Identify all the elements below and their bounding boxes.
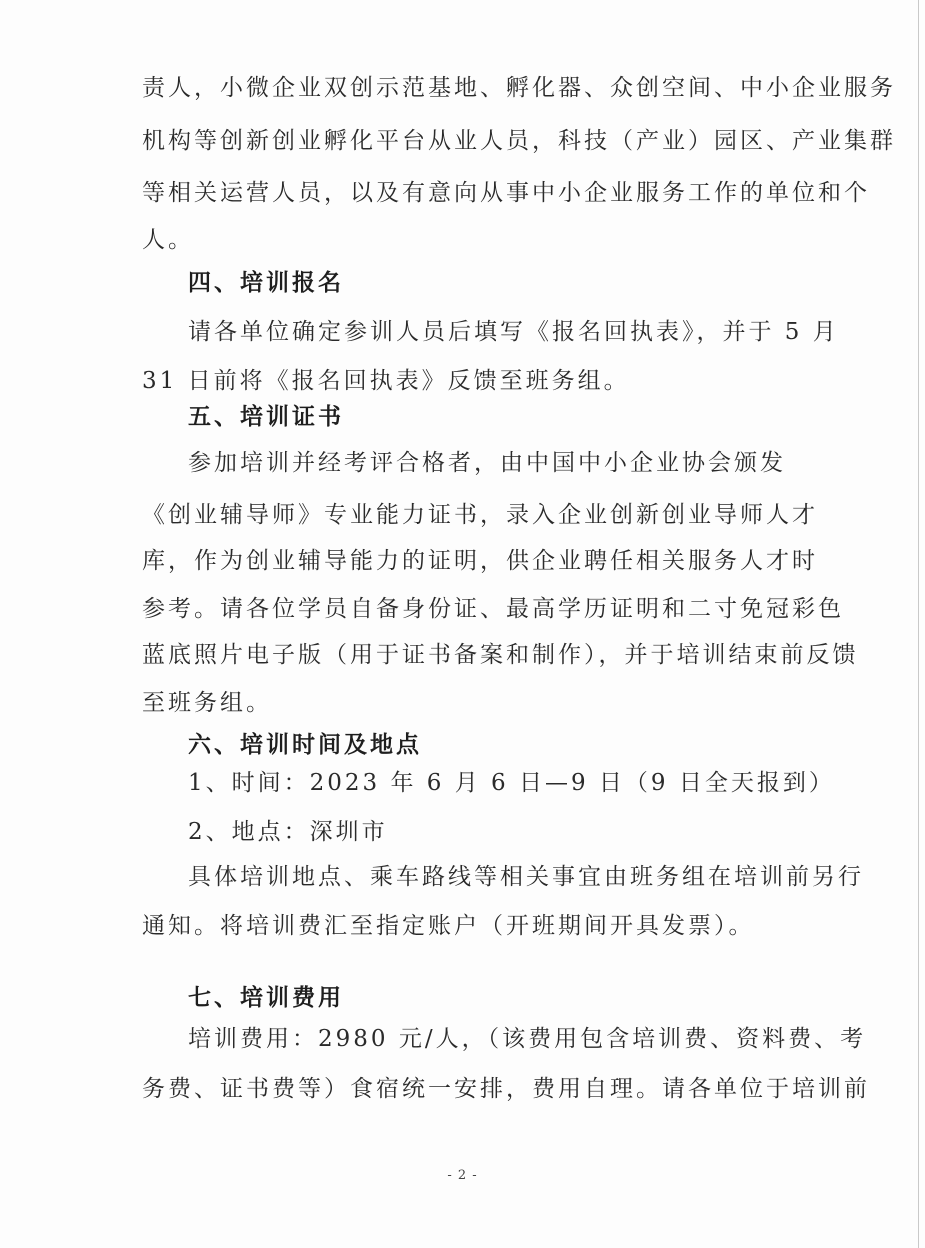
body-line: 蓝底照片电子版（用于证书备案和制作），并于培训结束前反馈 <box>142 642 859 668</box>
body-line: 机构等创新创业孵化平台从业人员，科技（产业）园区、产业集群 <box>142 128 896 154</box>
section-heading-fees: 七、培训费用 <box>188 984 344 1011</box>
body-line: 至班务组。 <box>142 690 272 716</box>
body-line-place: 2、地点：深圳市 <box>188 819 388 845</box>
body-line: 责人，小微企业双创示范基地、孵化器、众创空间、中小企业服务 <box>142 75 896 101</box>
section-heading-certificate: 五、培训证书 <box>188 403 344 430</box>
body-line: 参加培训并经考评合格者，由中国中小企业协会颁发 <box>188 450 786 476</box>
body-line: 人。 <box>142 227 194 253</box>
body-line: 通知。将培训费汇至指定账户（开班期间开具发票）。 <box>142 913 755 939</box>
body-line: 《创业辅导师》专业能力证书，录入企业创新创业导师人才 <box>142 502 818 528</box>
page-edge <box>918 0 919 1248</box>
body-line: 具体培训地点、乘车路线等相关事宜由班务组在培训前另行 <box>188 864 864 890</box>
page-number: - 2 - <box>447 1168 478 1183</box>
body-line: 务费、证书费等）食宿统一安排，费用自理。请各单位于培训前 <box>142 1076 870 1102</box>
body-line: 库，作为创业辅导能力的证明，供企业聘任相关服务人才时 <box>142 548 818 574</box>
body-line: 等相关运营人员，以及有意向从事中小企业服务工作的单位和个 <box>142 180 870 206</box>
body-line: 31 日前将《报名回执表》反馈至班务组。 <box>142 368 630 394</box>
body-line-time: 1、时间：2023 年 6 月 6 日—9 日（9 日全天报到） <box>188 770 835 796</box>
section-heading-registration: 四、培训报名 <box>188 269 344 296</box>
body-line: 参考。请各位学员自备身份证、最高学历证明和二寸免冠彩色 <box>142 596 844 622</box>
section-heading-time-place: 六、培训时间及地点 <box>188 731 422 758</box>
body-line: 请各单位确定参训人员后填写《报名回执表》，并于 5 月 <box>188 319 839 345</box>
body-line: 培训费用：2980 元/人，（该费用包含培训费、资料费、考 <box>188 1026 867 1052</box>
